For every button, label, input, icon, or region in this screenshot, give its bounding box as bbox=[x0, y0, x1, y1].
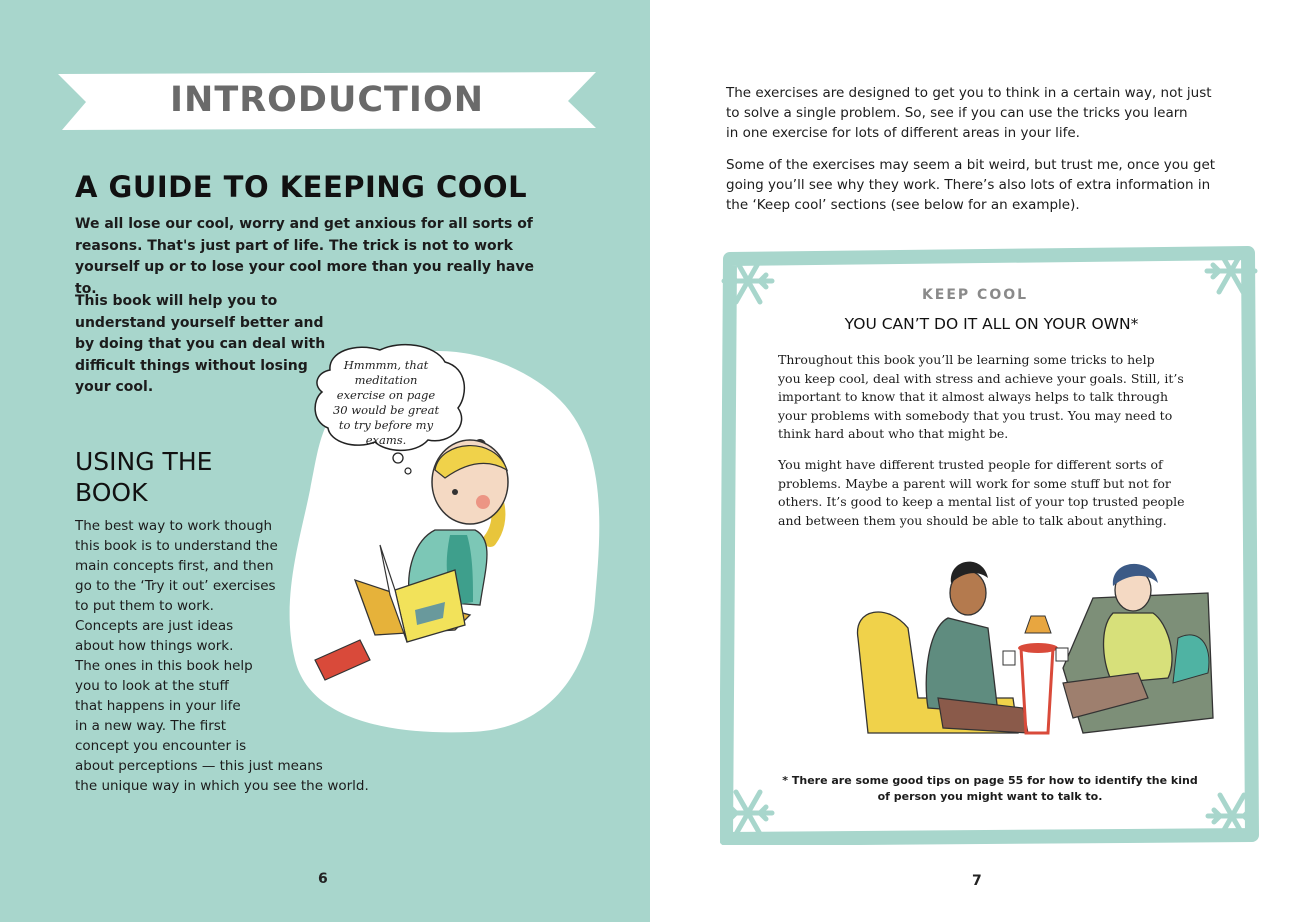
keep-cool-frame bbox=[720, 245, 1260, 845]
keep-cool-paragraph bbox=[778, 351, 1184, 444]
body-line: problems. Maybe a parent will work for some stuff but not for bbox=[778, 475, 1171, 491]
body-line: Some of the exercises may seem a bit weird, but trust me, once you get bbox=[726, 157, 1216, 173]
body-paragraph bbox=[726, 83, 1212, 143]
footnote-line: of person you might want to talk to. bbox=[877, 790, 1103, 803]
body-line: the unique way in which you see the world. bbox=[75, 778, 369, 794]
body-line: The ones in this book help bbox=[75, 658, 253, 674]
right-page bbox=[650, 0, 1300, 922]
body-line: and between them you should be able to talk about anything. bbox=[778, 512, 1167, 528]
body-line: concept you encounter is bbox=[75, 738, 247, 754]
subheading: USING THE BOOK bbox=[75, 447, 213, 507]
body-line: go to the ‘Try it out’ exercises bbox=[75, 578, 276, 594]
body-line: others. It’s good to keep a mental list of your top trusted people bbox=[778, 494, 1185, 510]
page-number: 7 bbox=[972, 873, 982, 889]
body-line: the ‘Keep cool’ sections (see below for an example). bbox=[726, 197, 1080, 213]
thought-bubble-text: Hmmmm, that meditation exercise on page 30 would be great to try before my exams. bbox=[332, 358, 440, 447]
banner-title: INTRODUCTION bbox=[170, 80, 484, 120]
body-line: your problems with somebody that you trust. You may need to bbox=[778, 407, 1173, 423]
keep-cool-label: KEEP COOL bbox=[921, 287, 1029, 303]
body-text bbox=[75, 516, 369, 796]
body-line: this book is to understand the bbox=[75, 538, 278, 554]
two-people-talking-illustration bbox=[848, 548, 1218, 738]
body-line: in a new way. The first bbox=[75, 718, 227, 734]
body-paragraph bbox=[726, 155, 1216, 215]
body-line: The best way to work though bbox=[75, 518, 273, 534]
body-line: main concepts first, and then bbox=[75, 558, 274, 574]
keep-cool-paragraph bbox=[778, 456, 1185, 530]
intro-paragraph: We all lose our cool, worry and get anxious for all sorts of reasons. That's just part of life. The trick is not to work yourself up or to lose your cool more than you really have to. bbox=[75, 216, 534, 297]
body-line: you to look at the stuff bbox=[75, 678, 229, 694]
body-line: The exercises are designed to get you to think in a certain way, not just bbox=[726, 85, 1212, 101]
keep-cool-title: YOU CAN’T DO IT ALL ON YOUR OWN* bbox=[844, 315, 1139, 333]
footnote bbox=[780, 773, 1200, 805]
body-line: important to know that it almost always helps to talk through bbox=[778, 389, 1169, 405]
footnote-line: * There are some good tips on page 55 for how to identify the kind bbox=[782, 774, 1198, 787]
body-line: think hard about who that might be. bbox=[778, 426, 1009, 442]
body-line: You might have different trusted people for different sorts of bbox=[778, 457, 1163, 472]
body-line: about perceptions — this just means bbox=[75, 758, 323, 774]
body-line: that happens in your life bbox=[75, 698, 241, 714]
body-line: to put them to work. bbox=[75, 598, 214, 614]
body-line: in one exercise for lots of different areas in your life. bbox=[726, 125, 1080, 141]
intro-paragraph: This book will help you to understand yourself better and by doing that you can deal with difficult things without losing your cool. bbox=[75, 293, 326, 395]
section-heading: A GUIDE TO KEEPING COOL bbox=[75, 170, 528, 204]
body-line: Throughout this book you’ll be learning some tricks to help bbox=[778, 352, 1155, 367]
body-line: to solve a single problem. So, see if you can use the tricks you learn bbox=[726, 105, 1188, 121]
body-line: about how things work. bbox=[75, 638, 234, 654]
body-line: Concepts are just ideas bbox=[75, 618, 234, 634]
body-line: going you’ll see why they work. There’s also lots of extra information in bbox=[726, 177, 1211, 193]
page-number: 6 bbox=[318, 871, 328, 887]
body-line: you keep cool, deal with stress and achieve your goals. Still, it’s bbox=[778, 370, 1184, 386]
